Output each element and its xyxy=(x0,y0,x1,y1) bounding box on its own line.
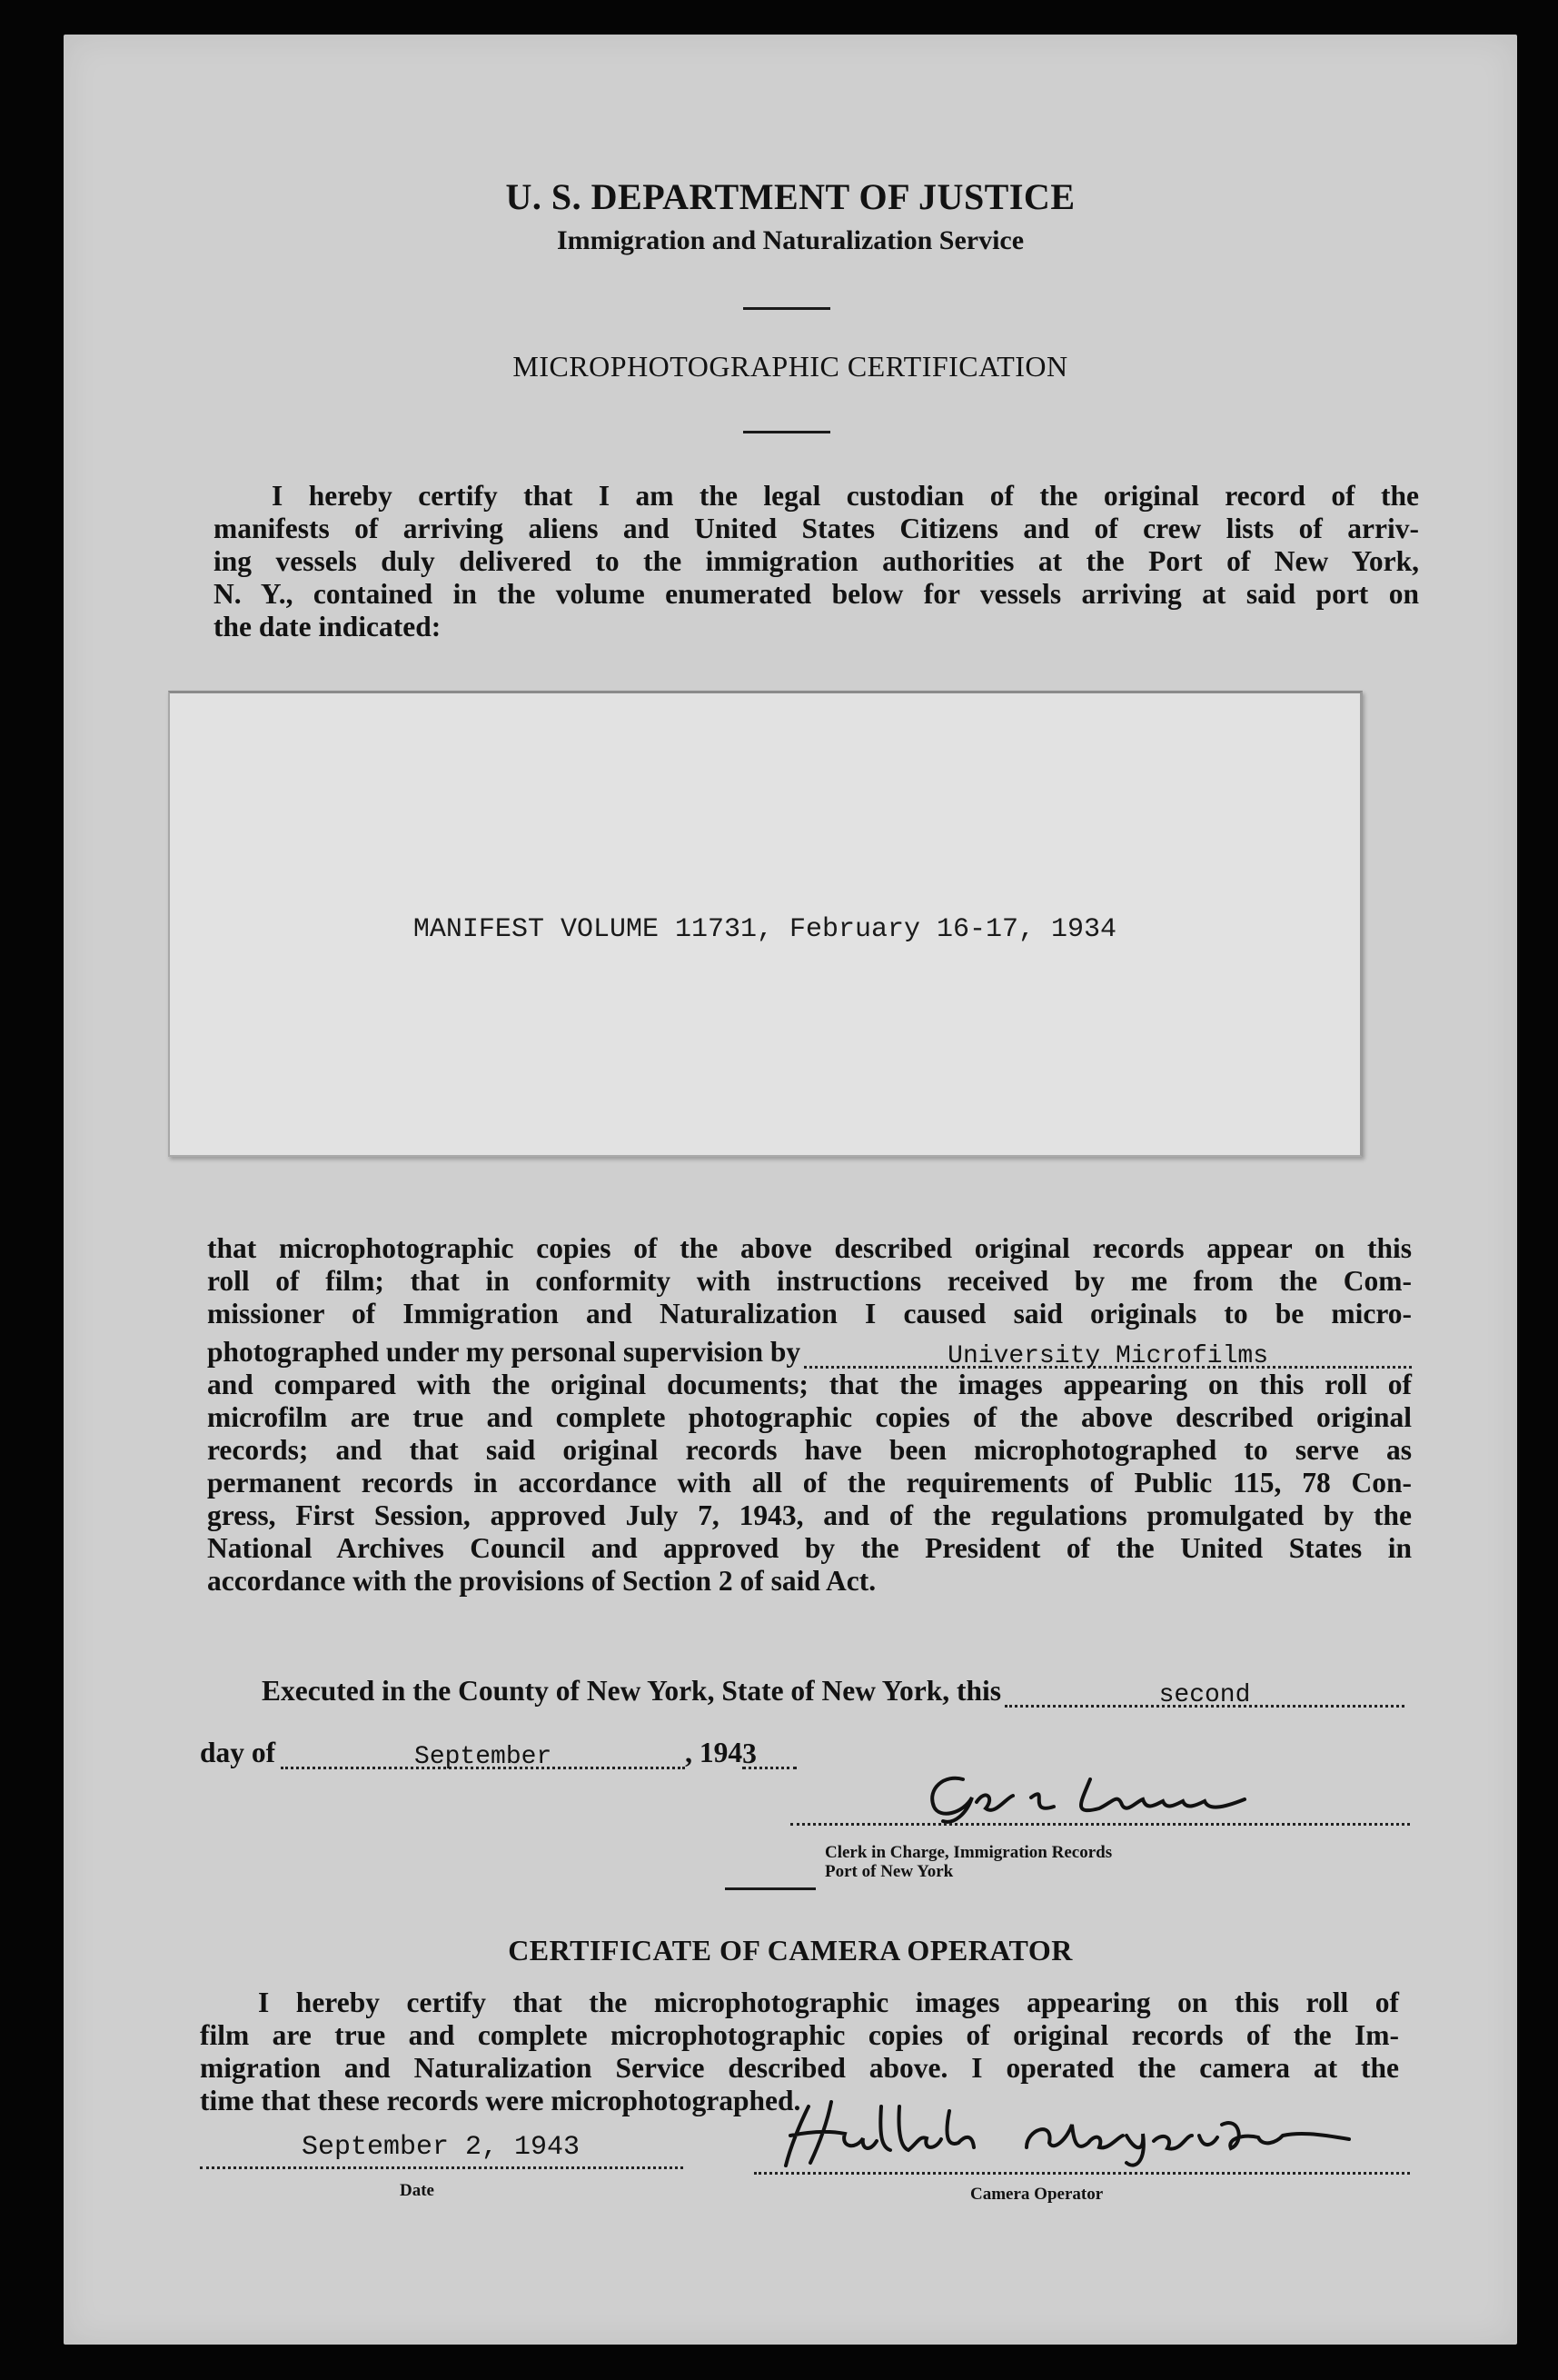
operator-date-field xyxy=(200,2132,681,2168)
supervisor-value: University Microfilms xyxy=(948,1342,1269,1370)
day-field xyxy=(1005,1676,1404,1708)
manifest-volume-slip xyxy=(168,691,1363,1157)
paragraph-line: I hereby certify that the microphotographic images appearing on this roll of xyxy=(258,1987,1399,2018)
camera-operator-heading: CERTIFICATE OF CAMERA OPERATOR xyxy=(508,1934,1073,1967)
clerk-title-line: Clerk in Charge, Immigration Records xyxy=(825,1843,1113,1862)
operator-signature xyxy=(754,2097,1408,2170)
execution-line xyxy=(262,1675,1404,1708)
paragraph-line: permanent records in accordance with all of the requirements of Public 115, 78 Con- xyxy=(207,1467,1412,1499)
divider xyxy=(743,431,830,433)
operator-signature-scrawl xyxy=(754,2097,1408,2170)
paragraph-line: that microphotographic copies of the above described original records appear on this xyxy=(207,1232,1412,1264)
day-value: second xyxy=(1158,1681,1251,1709)
operator-date-value: September 2, 1943 xyxy=(301,2132,581,2163)
supervision-line xyxy=(207,1336,1412,1369)
operator-date-line xyxy=(200,2166,683,2169)
date-label: Date xyxy=(400,2181,434,2200)
operator-signature-line xyxy=(754,2172,1410,2175)
paragraph-line: microfilm are true and complete photographic copies of the above described original xyxy=(207,1401,1412,1433)
conformity-paragraph xyxy=(207,1232,1412,1598)
paragraph-line: migration and Naturalization Service described above. I operated the camera at the xyxy=(200,2052,1399,2084)
paragraph-line: film are true and complete microphotographic copies of original records of the Im- xyxy=(200,2019,1399,2051)
divider xyxy=(743,307,830,310)
service-subheading: Immigration and Naturalization Service xyxy=(556,225,1025,255)
month-value: September xyxy=(414,1743,552,1771)
execution-label: Executed in the County of New York, State of New York, this xyxy=(262,1675,1002,1707)
clerk-signature-line xyxy=(790,1823,1410,1826)
clerk-title xyxy=(825,1843,1112,1881)
manifest-volume-text: MANIFEST VOLUME 11731, February 16-17, 1934 xyxy=(412,914,1117,945)
paragraph-line: and compared with the original documents; that the images appearing on this roll of xyxy=(207,1369,1412,1400)
certification-title: MICROPHOTOGRAPHIC CERTIFICATION xyxy=(512,350,1068,383)
paragraph-line: accordance with the provisions of Section 2 of said Act. xyxy=(207,1565,877,1597)
paragraph-line: National Archives Council and approved by the President of the United States in xyxy=(207,1532,1412,1564)
date-line xyxy=(200,1737,890,1769)
paragraph-line: gress, First Session, approved July 7, 1943, and of the regulations promulgated by the xyxy=(207,1499,1412,1531)
paragraph-line: missioner of Immigration and Naturalization I caused said originals to be micro- xyxy=(207,1298,1412,1329)
paragraph-line: records; and that said original records have been microphotographed to serve as xyxy=(207,1434,1412,1466)
certificate-sheet xyxy=(64,35,1517,2345)
paragraph-line: ing vessels duly delivered to the immigration authorities at the Port of New York, xyxy=(213,545,1419,577)
clerk-signature-scrawl xyxy=(790,1761,1408,1827)
paragraph-line: roll of film; that in conformity with instructions received by me from the Com- xyxy=(207,1265,1412,1297)
year-value: 3 xyxy=(742,1738,757,1769)
camera-operator-label: Camera Operator xyxy=(970,2185,1104,2204)
day-of-label: day of xyxy=(200,1737,276,1768)
paragraph-line: manifests of arriving aliens and United States Citizens and of crew lists of arriv- xyxy=(213,513,1419,544)
department-heading: U. S. DEPARTMENT OF JUSTICE xyxy=(505,176,1076,217)
custodian-paragraph xyxy=(213,480,1419,643)
supervisor-field xyxy=(804,1337,1412,1369)
supervision-label: photographed under my personal supervision by xyxy=(207,1336,801,1368)
paragraph-line: N. Y., contained in the volume enumerated below for vessels arriving at said port on xyxy=(213,578,1419,610)
year-prefix: , 194 xyxy=(685,1737,743,1768)
divider xyxy=(725,1887,816,1890)
paragraph-line: I hereby certify that I am the legal custodian of the original record of the xyxy=(272,480,1419,512)
month-field xyxy=(281,1738,685,1769)
clerk-signature xyxy=(790,1761,1408,1827)
clerk-title-line: Port of New York xyxy=(825,1862,954,1881)
paragraph-line: the date indicated: xyxy=(213,611,442,642)
paragraph-line: time that these records were microphotographed. xyxy=(200,2085,801,2116)
year-field xyxy=(742,1738,797,1769)
